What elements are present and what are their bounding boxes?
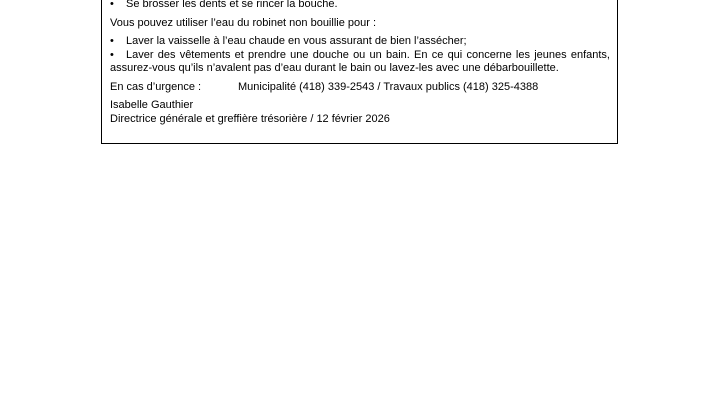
emergency-contacts-row: [110, 81, 610, 95]
list-item-text: Laver des vêtements et prendre une douche ou un bain. En ce qui concerne les jeunes enfants, assurez-vous qu’ils n’avalent pas d’eau durant le bain ou lavez-les avec une débarbouillette.: [110, 48, 610, 74]
tap-water-intro: Vous pouvez utiliser l’eau du robinet non bouillie pour :: [110, 16, 377, 29]
list-item-text: Se brosser les dents et se rincer la bouche.: [126, 0, 338, 10]
list-item: [110, 49, 610, 76]
bullet-icon: •: [110, 35, 114, 47]
notice-box: [101, 0, 618, 144]
list-item: [110, 35, 610, 49]
signatory-title-date: Directrice générale et greffière trésorière / 12 février 2026: [110, 112, 390, 125]
list-item: [110, 0, 610, 12]
list-item-text: Laver la vaisselle à l’eau chaude en vous assurant de bien l’assécher;: [126, 35, 467, 47]
signatory-name: Isabelle Gauthier: [110, 99, 194, 111]
bullet-icon: •: [110, 0, 114, 10]
emergency-phone-numbers: Municipalité (418) 339-2543 / Travaux publics (418) 325-4388: [238, 80, 539, 93]
bullet-icon: •: [110, 48, 114, 61]
emergency-label: En cas d’urgence :: [110, 80, 202, 93]
